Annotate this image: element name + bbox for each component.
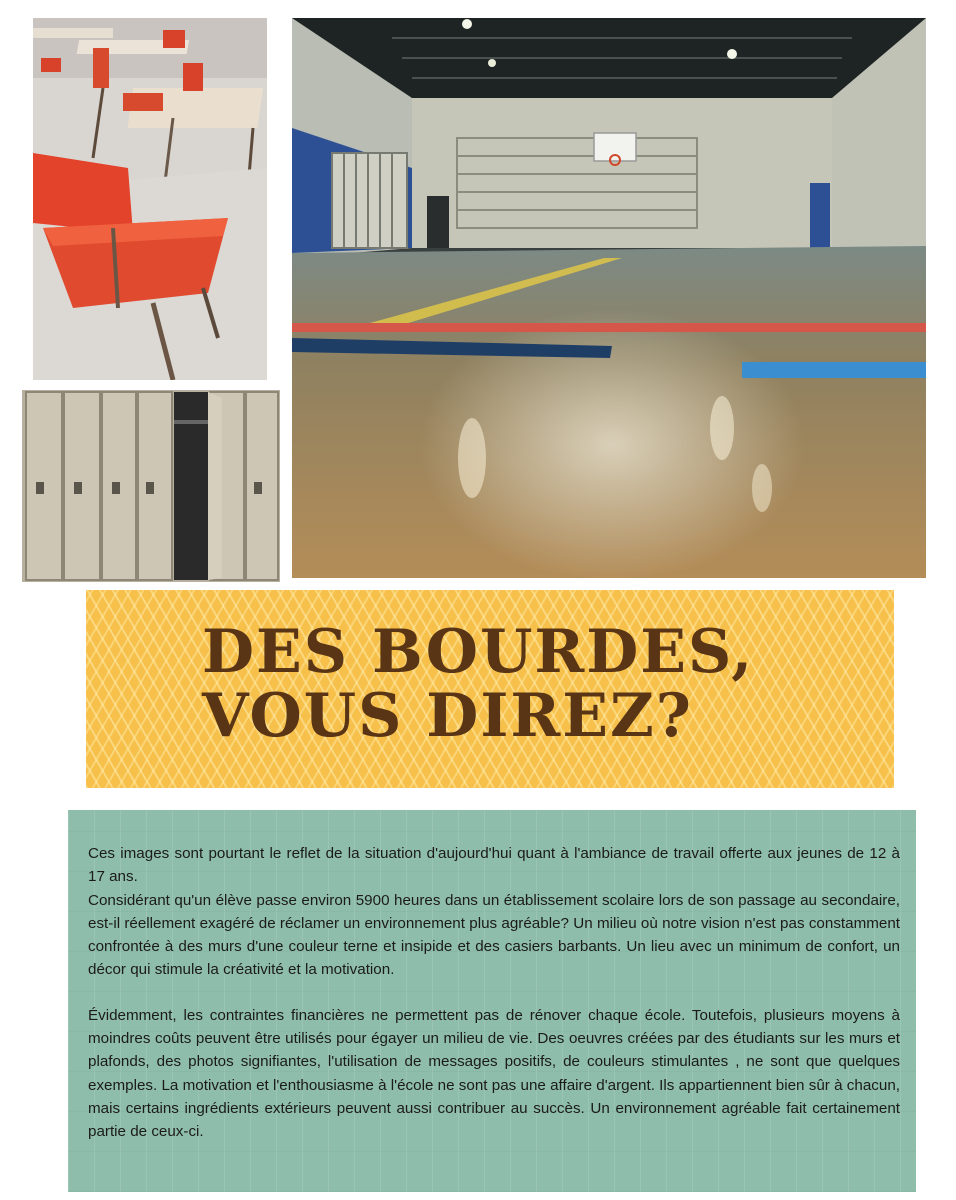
title-banner: [86, 590, 894, 788]
title-line-2: VOUS DIREZ?: [202, 681, 693, 751]
paragraph-2: Évidemment, les contraintes financières ne permettent pas de rénover chaque école. Toutefois, plusieurs moyens à moindres coûts peuvent être utilisés pour égayer un milieu de vie. Des oeuvres créées par des étudiants sur les murs et plafonds, des photos signifiantes, l'utilisation de messages positifs, de couleurs stimulantes , ne sont que quelques exemples. La motivation et l'enthousiasme à l'école ne sont pas une affaire d'argent. Ils appartiennent bien sûr à chacun, mais certains ingrédients extérieurs peuvent aussi contribuer au succès. Un environnement agréable fait certainement partie de ceux-ci.: [88, 1006, 900, 1141]
gym-floor-photo: [292, 18, 926, 578]
title-line-1: DES BOURDES,: [202, 617, 755, 687]
lockers-photo: [22, 390, 280, 582]
article-text-panel: [68, 810, 916, 1192]
paragraph-1-intro: Ces images sont pourtant le reflet de la situation d'aujourd'hui quant à l'ambiance de travail offerte aux jeunes de 12 à 17 ans.: [88, 845, 900, 886]
paragraph-1: [88, 842, 900, 982]
classroom-chairs-photo: [33, 18, 267, 380]
paragraph-1-body: Considérant qu'un élève passe environ 5900 heures dans un établissement scolaire lors de son passage au secondaire, est-il réellement exagéré de réclamer un environnement plus agréable? Un milieu où notre vision n'est pas constamment confrontée à des murs d'une couleur terne et insipide et des casiers barbants. Un lieu avec un minimum de confort, un décor qui stimule la créativité et la motivation.: [88, 891, 900, 979]
page-title: [202, 617, 755, 751]
